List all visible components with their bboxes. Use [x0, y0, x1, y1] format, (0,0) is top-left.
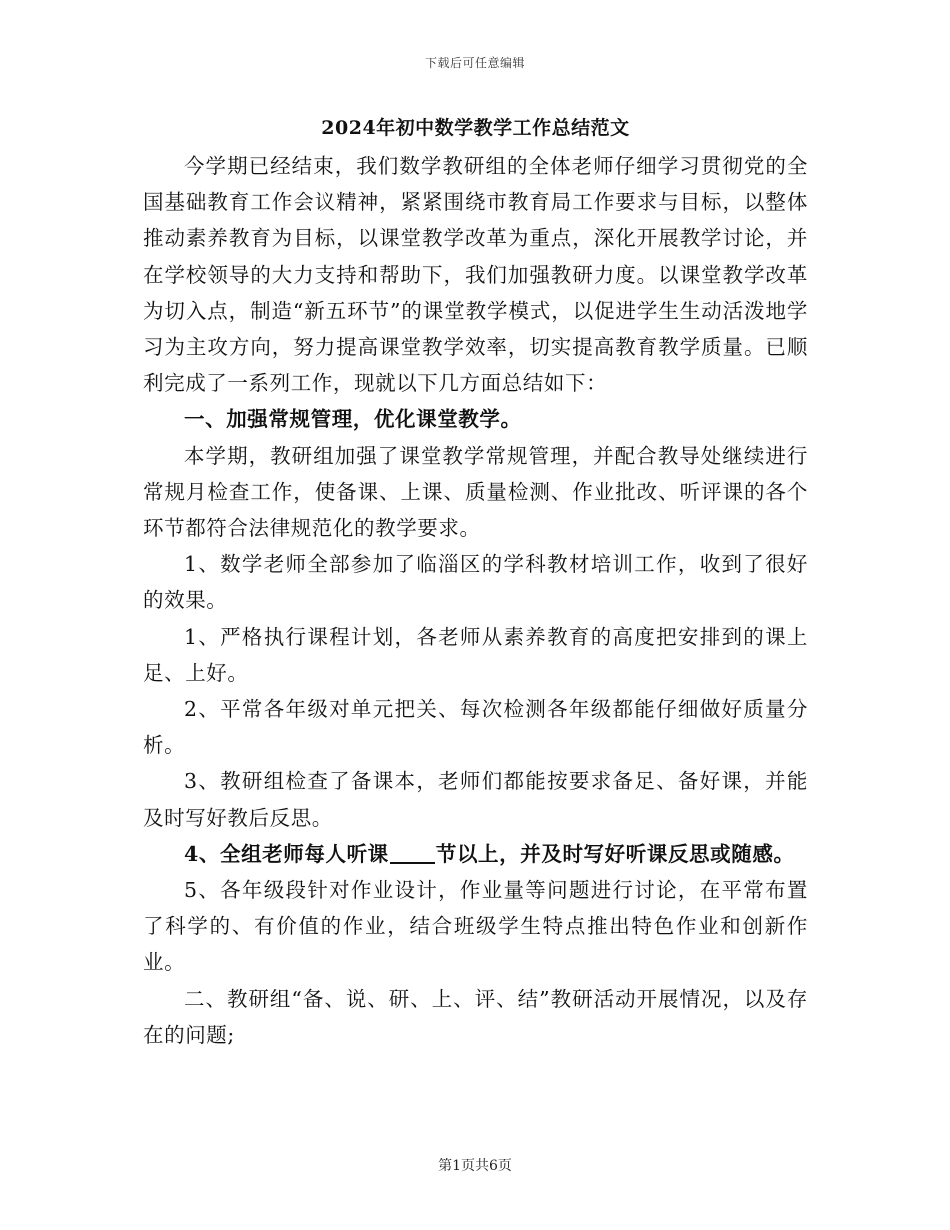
- list-item-lesson-observation: [143, 836, 808, 872]
- page-header: 下载后可任意编辑: [424, 56, 525, 70]
- document-body: [143, 108, 808, 1053]
- list-item-homework: 5、各年级段针对作业设计，作业量等问题进行讨论，在平常布置了科学的、有价值的作业，结合班级学生特点推出特色作业和创新作业。: [143, 878, 808, 975]
- lesson-observation-text-after: 节以上，并及时写好听课反思或随感。: [435, 841, 795, 866]
- paragraph-routine-management: 本学期，教研组加强了课堂教学常规管理，并配合教导处继续进行常规月检查工作，使备课、上课、质量检测、作业批改、听评课的各个环节都符合法律规范化的教学要求。: [143, 443, 808, 541]
- list-item-training: 1、数学老师全部参加了临淄区的学科教材培训工作，收到了很好的效果。: [143, 552, 808, 613]
- section-heading-2: 二、教研组“备、说、研、上、评、结”教研活动开展情况，以及存在的问题;: [143, 986, 808, 1047]
- fill-in-blank: [390, 841, 435, 864]
- list-item-curriculum: 1、严格执行课程计划，各老师从素养教育的高度把安排到的课上足、上好。: [143, 624, 808, 685]
- page-footer: 第1页共6页: [438, 1158, 512, 1174]
- section-heading-1: 一、加强常规管理，优化课堂教学。: [184, 407, 522, 432]
- list-item-lesson-plans: 3、教研组检查了备课本，老师们都能按要求备足、备好课，并能及时写好教后反思。: [143, 769, 808, 830]
- lesson-observation-text-before: 4、全组老师每人听课: [184, 841, 389, 866]
- list-item-quality-analysis: 2、平常各年级对单元把关、每次检测各年级都能仔细做好质量分析。: [143, 697, 808, 758]
- document-title: 2024年初中数学教学工作总结范文: [321, 117, 630, 139]
- paragraph-intro: 今学期已经结束，我们数学教研组的全体老师仔细学习贯彻党的全国基础教育工作会议精神，紧紧围绕市教育局工作要求与目标，以整体推动素养教育为目标，以课堂教学改革为重点，深化开展教学讨论，并在学校领导的大力支持和帮助下，我们加强教研力度。以课堂教学改革为切入点，制造“新五环节”的课堂教学模式，以促进学生生动活泼地学习为主攻方向，努力提高课堂教学效率，切实提高教育教学质量。已顺利完成了一系列工作，现就以下几方面总结如下：: [143, 154, 808, 396]
